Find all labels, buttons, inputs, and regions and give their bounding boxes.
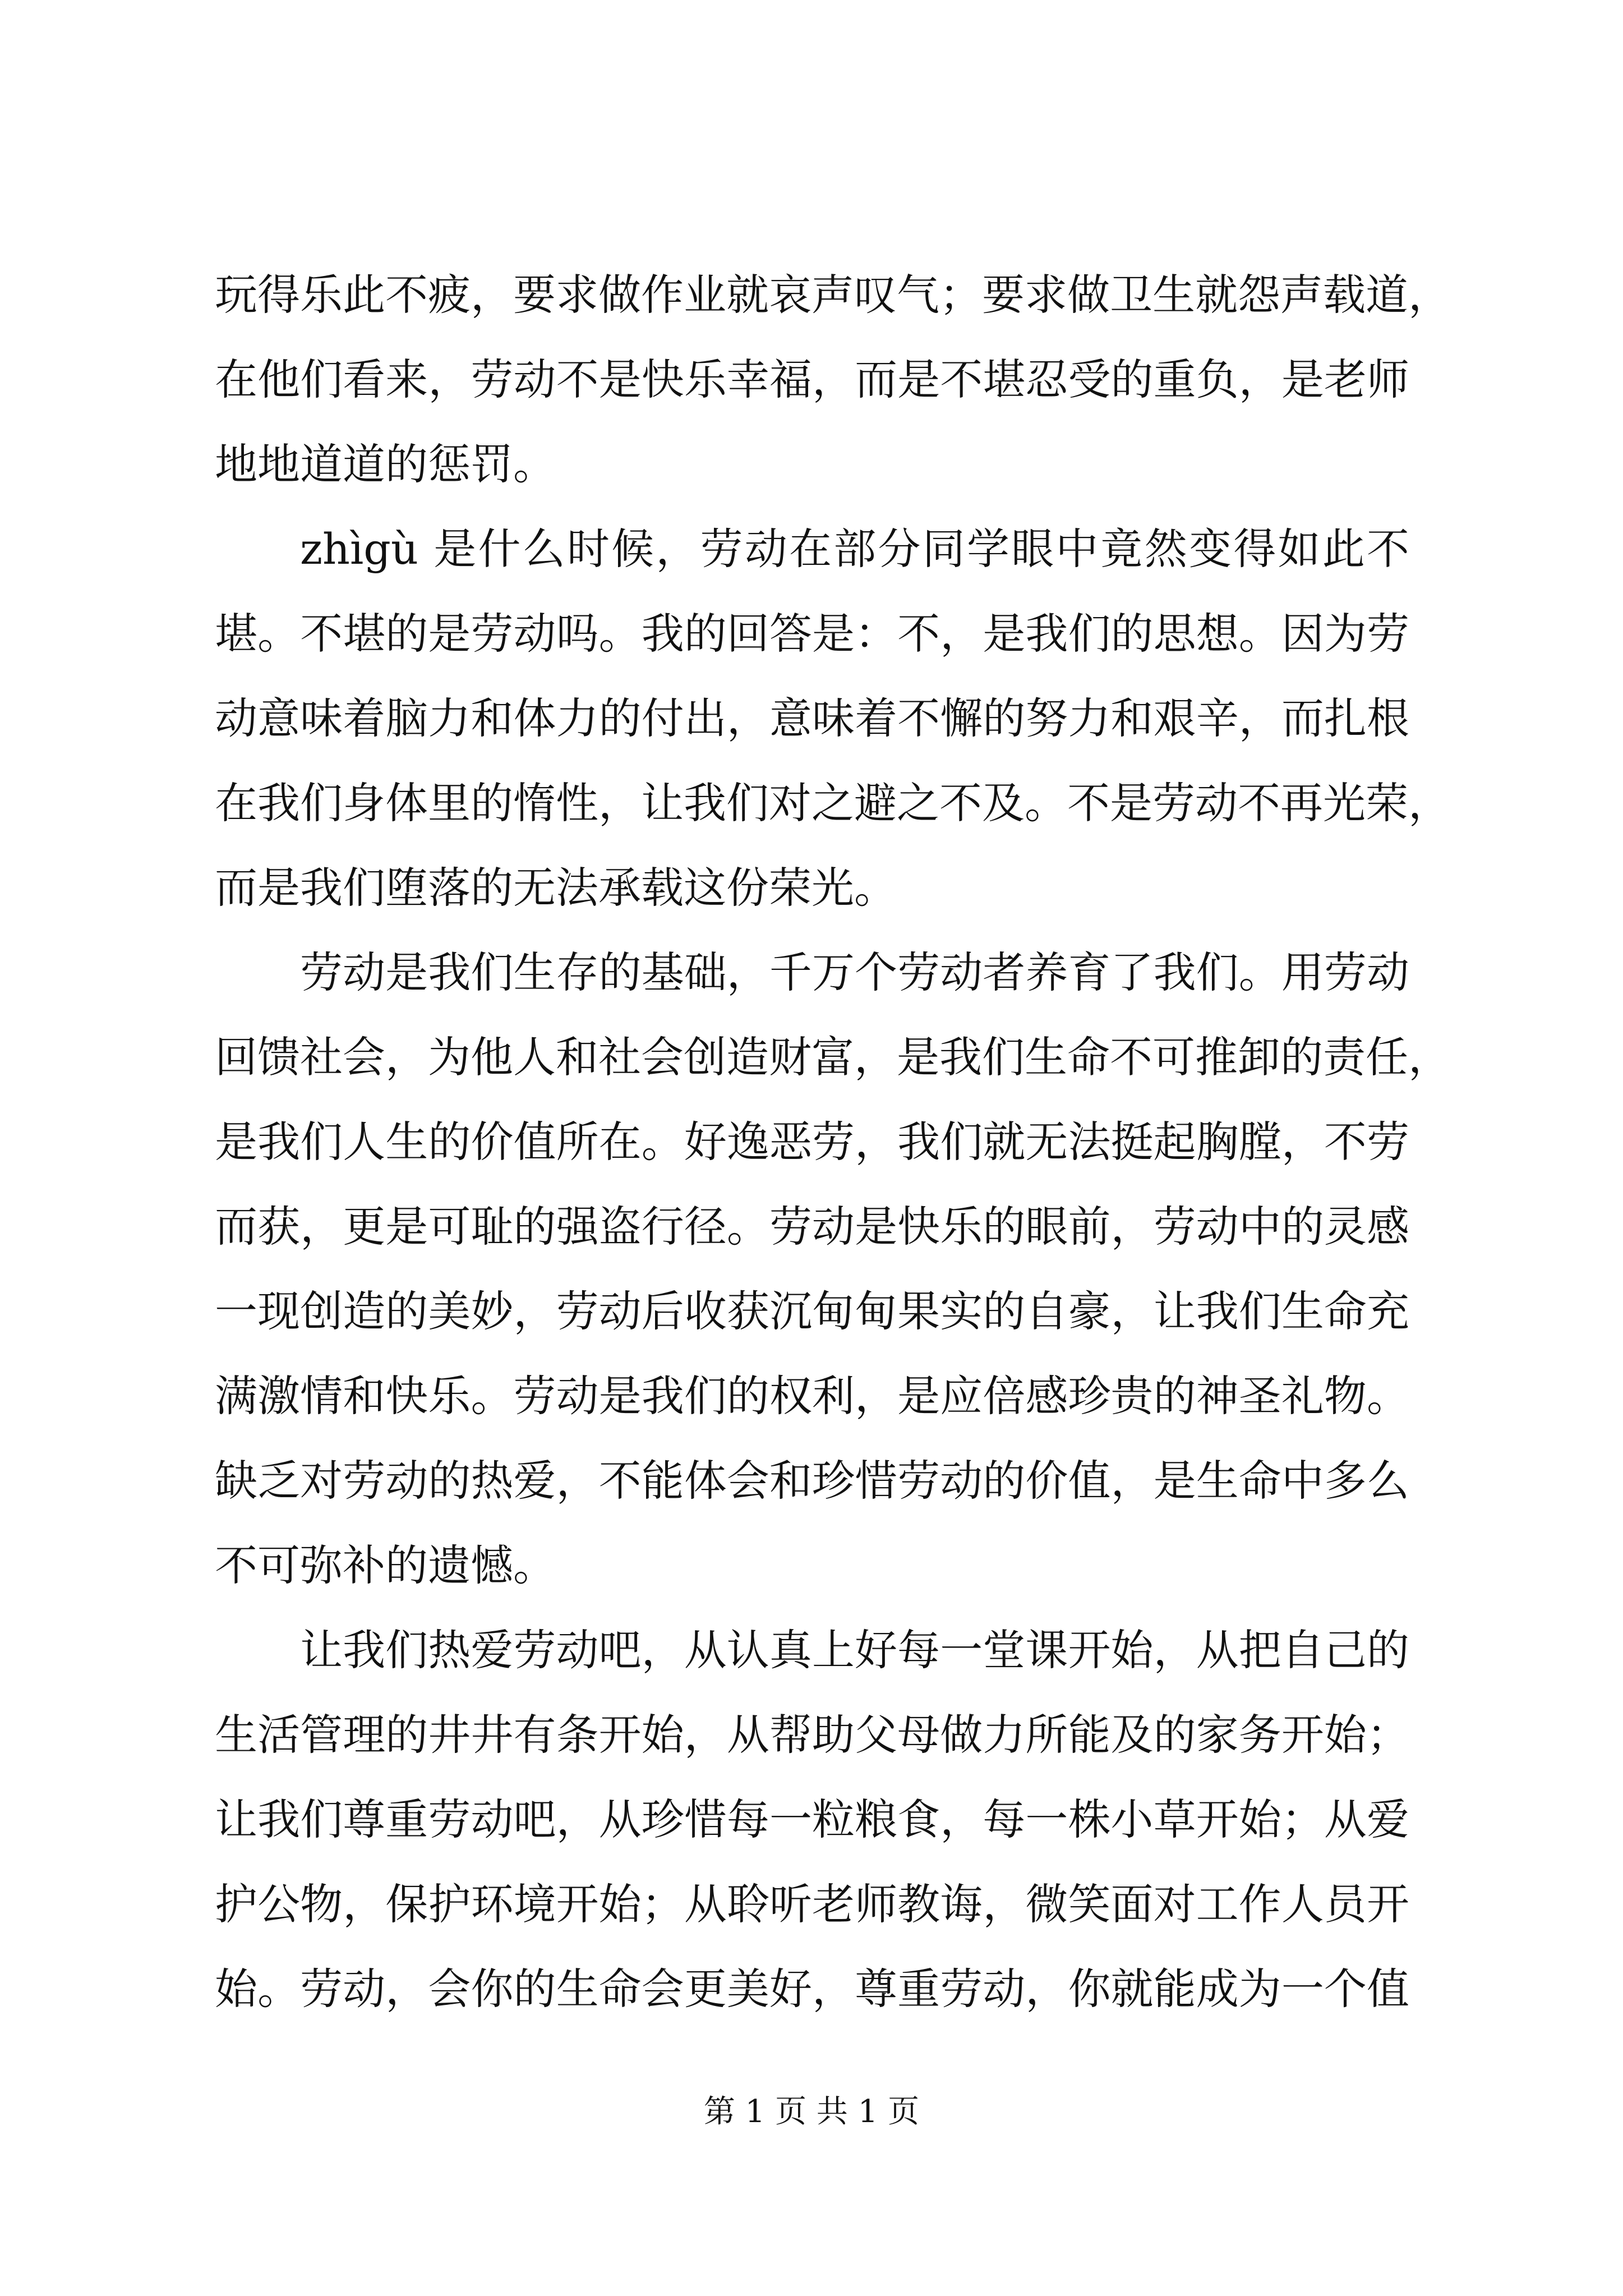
text-line: 是我们人生的价值所在。好逸恶劳，我们就无法挺起胸膛，不劳 — [215, 1117, 1409, 1167]
text-line: 始。劳动，会你的生命会更美好，尊重劳动，你就能成为一个值 — [215, 1964, 1409, 2014]
page-number-footer: 第 1 页 共 1 页 — [703, 2093, 920, 2130]
text-line: 满激情和快乐。劳动是我们的权利，是应倍感珍贵的神圣礼物。 — [215, 1371, 1409, 1421]
text-line: 地地道道的惩罚。 — [215, 439, 556, 489]
text-line: 缺乏对劳动的热爱，不能体会和珍惜劳动的价值，是生命中多么 — [215, 1456, 1409, 1506]
document-body — [215, 252, 1451, 2031]
text-line: 劳动是我们生存的基础，千万个劳动者养育了我们。用劳动 — [300, 947, 1409, 997]
text-line: 让我们热爱劳动吧，从认真上好每一堂课开始，从把自己的 — [300, 1625, 1409, 1675]
text-line: 在他们看来，劳动不是快乐幸福，而是不堪忍受的重负，是老师 — [215, 355, 1409, 404]
text-line: 动意味着脑力和体力的付出，意味着不懈的努力和艰辛，而扎根 — [215, 693, 1409, 743]
paragraph-3 — [215, 930, 1451, 1608]
paragraph-1 — [215, 252, 1451, 507]
text-line: 一现创造的美妙，劳动后收获沉甸甸果实的自豪，让我们生命充 — [215, 1286, 1409, 1336]
text-line: 玩得乐此不疲，要求做作业就哀声叹气；要求做卫生就怨声载道， — [215, 270, 1451, 320]
text-line: 回馈社会，为他人和社会创造财富，是我们生命不可推卸的责任， — [215, 1032, 1451, 1082]
paragraph-2 — [215, 507, 1451, 930]
paragraph-4 — [215, 1608, 1409, 2031]
text-line: 生活管理的井井有条开始，从帮助父母做力所能及的家务开始； — [215, 1710, 1409, 1760]
text-line: 而是我们堕落的无法承载这份荣光。 — [215, 863, 897, 913]
text-line: 让我们尊重劳动吧，从珍惜每一粒粮食，每一株小草开始；从爱 — [215, 1795, 1409, 1844]
text-line: 而获，更是可耻的强盗行径。劳动是快乐的眼前，劳动中的灵感 — [215, 1202, 1409, 1251]
text-line: 不可弥补的遗憾。 — [215, 1540, 556, 1590]
text-line: 堪。不堪的是劳动吗。我的回答是：不，是我们的思想。因为劳 — [215, 609, 1409, 659]
text-line: zhìgù 是什么时候，劳动在部分同学眼中竟然变得如此不 — [300, 524, 1409, 574]
text-line: 护公物，保护环境开始；从聆听老师教诲，微笑面对工作人员开 — [215, 1879, 1409, 1929]
text-line: 在我们身体里的惰性，让我们对之避之不及。不是劳动不再光荣， — [215, 778, 1451, 828]
